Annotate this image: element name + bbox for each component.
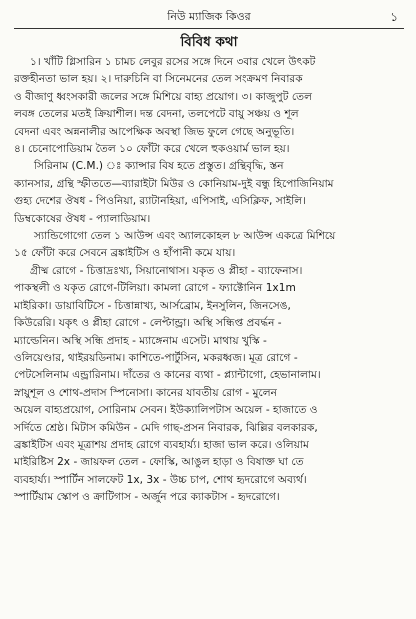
- text-line: ৪। চেনোপোডিয়াম তৈল ১০ ফোঁটা করে খেলে হুকওয়ার্ম ভাল হয়।: [14, 143, 290, 156]
- text-line: স্যান্ডিগোগো তেল ১ আউন্স এবং অ্যালকোহল ৮ আউন্স একত্রে মিশিয়ে: [34, 230, 336, 243]
- text-line: ওলিয়েণ্ডার, থাইরয়ডিনাম। কাশিতে-পার্টুসিন, মকরধ্বজ। মূত্র রোগে -: [14, 351, 298, 364]
- text-line: গুহ্য দেশের ঔষধ - পিওনিয়া, র‍্যাটানহিয়া, এপিসাই, এসিক্লিফ, সাইলি।: [14, 195, 306, 208]
- text-line: মাইরিষ্টিস 2x - জায়ফল তেল - ফোস্কি, আঙুল হাড়া ও বিষাক্ত ঘা তে: [14, 456, 304, 469]
- text-line: লবঙ্গ তেলের মতই ক্রিয়াশীল। দন্ত বেদনা, তলপেটে বায়ু সঞ্চয় ও শূল: [14, 108, 299, 121]
- paragraph: [14, 54, 404, 158]
- text-line: রক্তহীনতা ভাল হয়। ২। দারুচিনি বা সিনেমনের তেল সংক্রমণ নিবারক: [14, 73, 303, 86]
- text-line: স্পার্টিয়াম স্কোপ ও ক্রাটিগাস - অর্জুন পরে ক্যাকটাস - হৃদরোগে।: [14, 491, 280, 504]
- text-line: অয়েল বাহ্যপ্রয়োগ, সোরিনাম সেবন। ইউক্যালিপটাস অয়েল - হাজাতে ও: [14, 404, 318, 417]
- text-line: ডিম্বকোষের ঔষধ - প্যালাডিয়াম।: [14, 212, 151, 225]
- text-line: ১৫ ফোঁটা করে সেবনে ব্রঙ্কাইটিস ও হাঁপানী কমে যায়।: [14, 247, 236, 260]
- section-title: বিবিধ কথা: [180, 34, 238, 50]
- text-line: ব্যবহার্য্য। স্পার্টিন সালফেট 1x, 3x - উচ্চ চাপ, শোথ হৃদরোগে অব্যর্থ।: [14, 473, 307, 486]
- page-number: ১: [390, 10, 398, 24]
- text-line: ও বীজাণু ধ্বংসকারী জলের সঙ্গে মিশিয়ে বাহ্য প্রয়োগ। ৩। কাজুপুট তেল: [14, 90, 313, 103]
- text-line: ক্যানসার, গ্রন্থি স্ফীততে—ব্যারাইটা মিউর ও কোনিয়াম-দুই বন্ধু হিপোজিনিয়াম: [14, 177, 334, 190]
- text-line: ম্যাল্ডেনিন। অস্থি সন্ধি প্রদাহ - ম্যাঙ্গেনাম এসেট। মাথায় খুস্কি -: [14, 334, 267, 347]
- page-body: [14, 54, 404, 507]
- text-line: মাইরিকা। ডায়াবিটিসে - চিত্তান্নাখ্য, আর্সব্রোম, ইনসুলিন, জিনসেঙ,: [14, 299, 291, 312]
- running-title: নিউ ম্যাজিক কিওর: [167, 10, 251, 23]
- running-header: [14, 8, 404, 26]
- text-line: বেদনা এবং অন্ননালীর আপেক্ষিক অবস্থা জিভ ফুলে গেছে অনুভূতি।: [14, 125, 295, 138]
- text-line: ব্রঙ্কাইটিস এবং মূত্রাশয় প্রদাহ রোগে ব্যবহার্য্য। হাজা ভাল করে। ওলিয়াম: [14, 438, 309, 451]
- text-line: পাকস্থলী ও যকৃত রোগে-টিলিয়া। কামলা রোগে - ফ্যাক্টোনিন 1x1m: [14, 282, 296, 295]
- header-rule: [14, 28, 404, 29]
- text-line: কিউরেরি। যকৃৎ ও প্লীহা রোগে - লেপ্টান্ড্রা। অস্থি সন্ধিপ্ত প্রবর্দ্ধন -: [14, 317, 282, 330]
- text-line: ১। খাঁটি গ্লিসারিন ১ চামচ লেবুর রসের সঙ্গে দিনে ৩বার খেলে উৎকট: [30, 56, 316, 68]
- paragraph: [14, 228, 404, 263]
- text-line: গ্রীষ্ম রোগে - চিত্তাদ্রঃখ্য, সিয়ানোথাস। যকৃত ও প্লীহা - ব্যাফেনাস।: [30, 264, 303, 277]
- text-line: পেটসেলিনাম এন্ড্রারিনাম। দাঁতের ও কানের ব্যথা - প্ল্যান্টাগো, হেভানালাম।: [14, 369, 321, 382]
- paragraph: [14, 158, 404, 228]
- paragraph: [14, 263, 404, 507]
- text-line: সিরিনাম (C.M.) ঃ ক্যান্সার বিষ হতে প্রস্তুত। গ্রন্থিবৃদ্ধি, স্তন: [34, 160, 284, 173]
- text-line: সর্দিতে শ্রেষ্ঠ। মিটাস কমিউন - মেদি গাছ-প্রসন নিবারক, ঝিল্লির বলকারক,: [14, 421, 318, 434]
- text-line: স্নায়ুশূল ও শোথ-প্রদাস স্পিনোসা। কানের যাবতীয় রোগ - মুলেন: [14, 386, 277, 399]
